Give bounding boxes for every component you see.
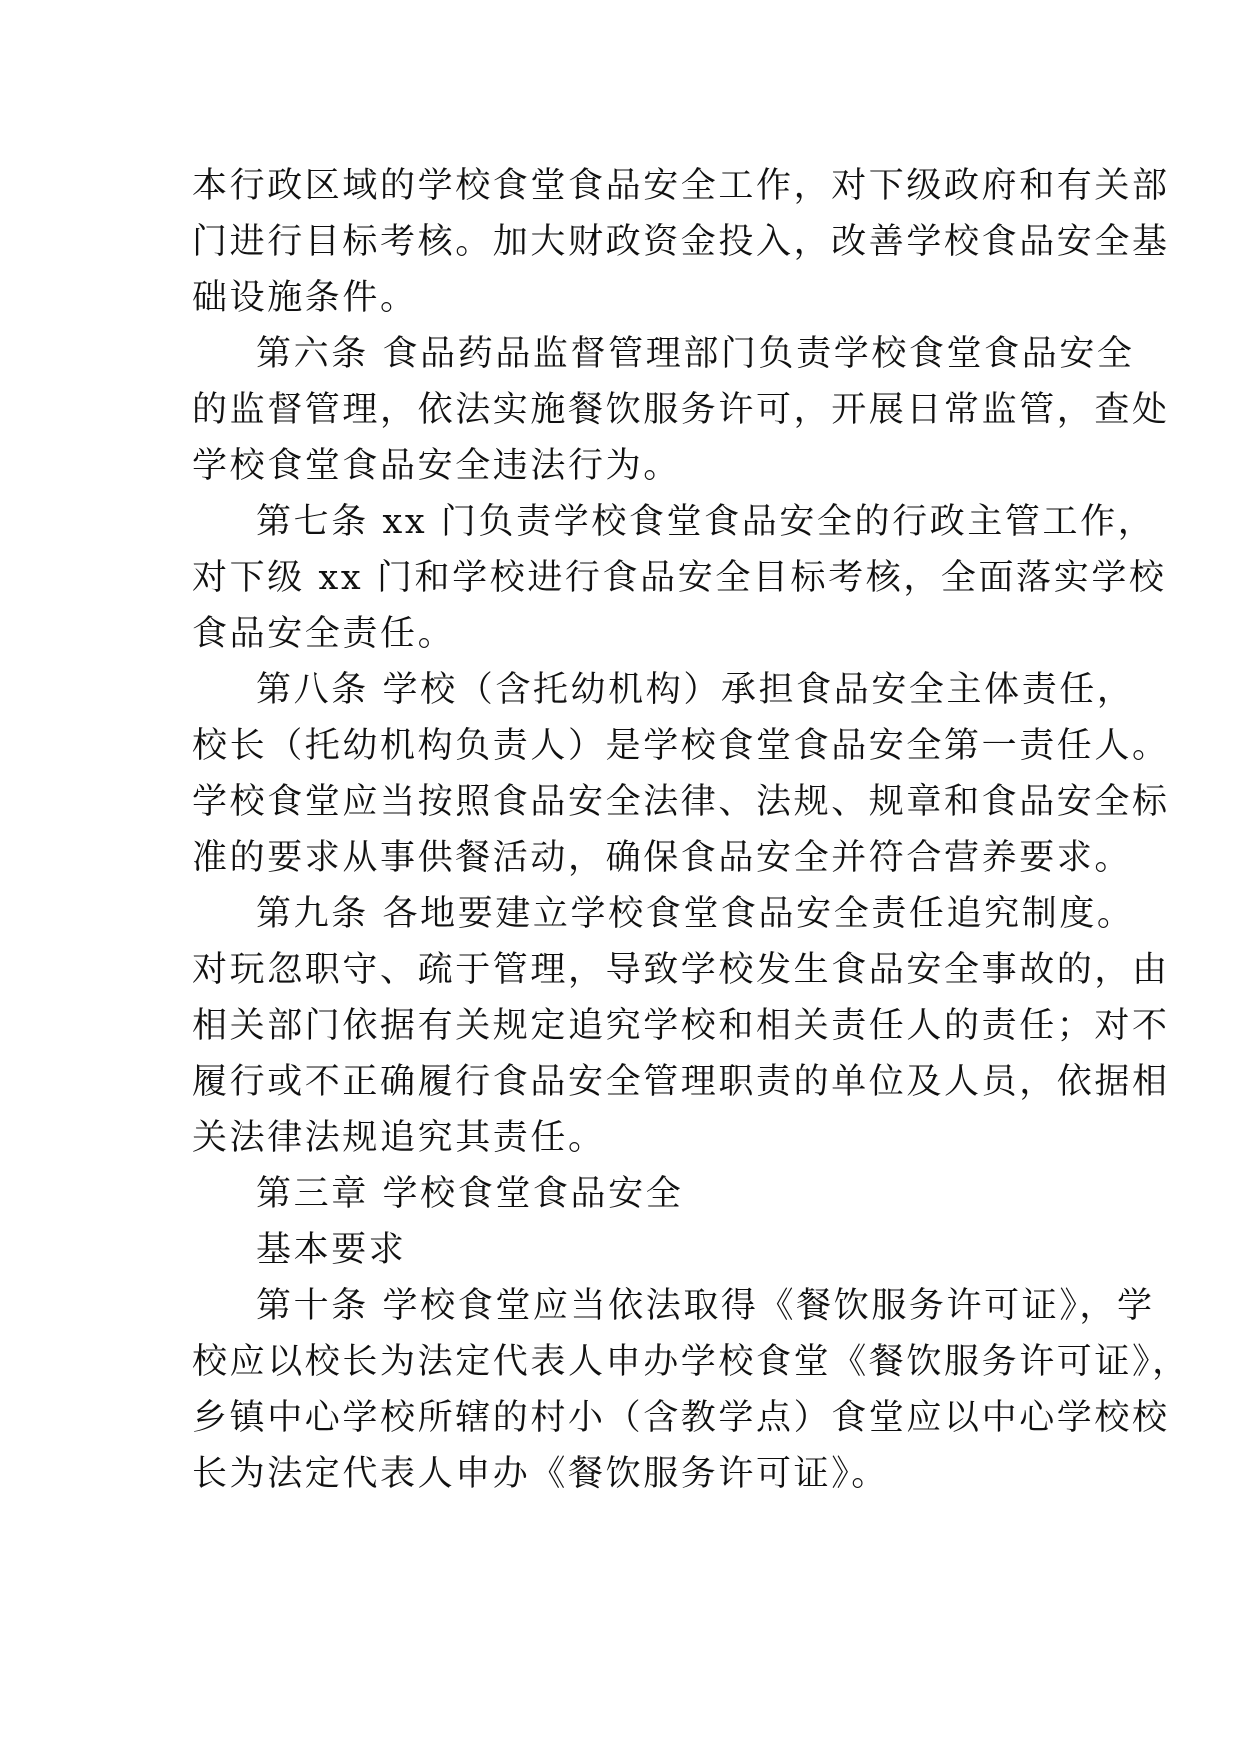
text-line: 关法律法规追究其责任。 [192, 1118, 606, 1158]
text-line: 第九条 各地要建立学校食堂食品安全责任追究制度。 [256, 894, 1135, 934]
text-line: 履行或不正确履行食品安全管理职责的单位及人员，依据相 [192, 1062, 1170, 1102]
text-line: 第八条 学校（含托幼机构）承担食品安全主体责任， [256, 670, 1135, 710]
text-line: 校应以校长为法定代表人申办学校食堂《餐饮服务许可证》， [192, 1342, 1190, 1382]
text-line: 长为法定代表人申办《餐饮服务许可证》。 [192, 1454, 889, 1494]
text-line: 第三章 学校食堂食品安全 [256, 1174, 684, 1214]
text-line: 校长（托幼机构负责人）是学校食堂食品安全第一责任人。 [192, 726, 1170, 766]
text-line: 对玩忽职守、疏于管理，导致学校发生食品安全事故的，由 [192, 950, 1170, 990]
text-line: 第十条 学校食堂应当依法取得《餐饮服务许可证》，学 [256, 1286, 1155, 1326]
document-body [192, 158, 1190, 1502]
text-line: 础设施条件。 [192, 278, 418, 318]
text-line: 门进行目标考核。加大财政资金投入，改善学校食品安全基 [192, 222, 1170, 262]
text-line: 学校食堂应当按照食品安全法律、法规、规章和食品安全标 [192, 782, 1170, 822]
text-line: 的监督管理，依法实施餐饮服务许可，开展日常监管，查处 [192, 390, 1170, 430]
text-line: 对下级 xx 门和学校进行食品安全目标考核，全面落实学校 [192, 558, 1167, 598]
text-line: 基本要求 [256, 1230, 407, 1270]
text-line: 学校食堂食品安全违法行为。 [192, 446, 681, 486]
text-line: 准的要求从事供餐活动，确保食品安全并符合营养要求。 [192, 838, 1133, 878]
text-line: 第六条 食品药品监督管理部门负责学校食堂食品安全 [256, 334, 1135, 374]
text-line: 乡镇中心学校所辖的村小（含教学点）食堂应以中心学校校 [192, 1398, 1170, 1438]
text-line: 本行政区域的学校食堂食品安全工作，对下级政府和有关部 [192, 166, 1170, 206]
text-line: 食品安全责任。 [192, 614, 456, 654]
text-line: 第七条 xx 门负责学校食堂食品安全的行政主管工作， [256, 502, 1156, 542]
text-line: 相关部门依据有关规定追究学校和相关责任人的责任；对不 [192, 1006, 1170, 1046]
